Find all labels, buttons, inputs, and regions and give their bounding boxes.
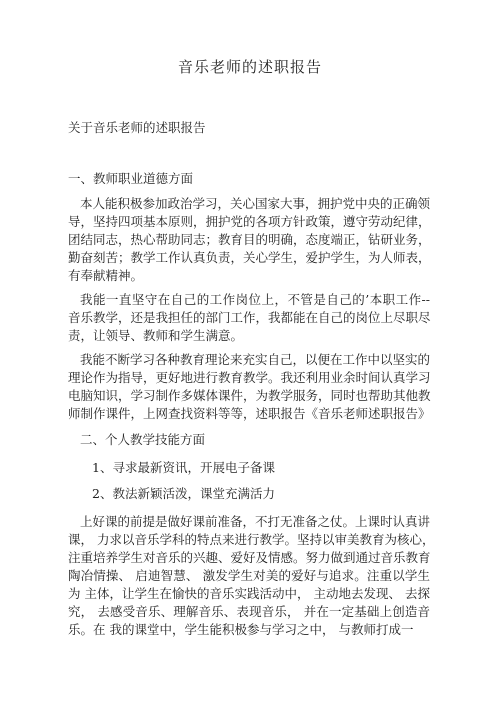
section-heading-ethics: 一、教师职业道德方面 (68, 171, 194, 186)
paragraph-line: 师制作课件，上网查找资料等等，述职报告《音乐老师述职报告》 (68, 406, 431, 421)
paragraph-line: 有奉献精神。 (68, 268, 144, 283)
paragraph-line: 理论作为指导，更好地进行教育教学。我还利用业余时间认真学习 (68, 370, 431, 385)
document-title: 音乐老师的述职报告 (177, 58, 322, 76)
paragraph-line: 勤奋刻苦；教学工作认真负责，关心学生，爱护学生，为人师表， (68, 250, 431, 265)
paragraph-line: 乐。在 我的课堂中，学生能积极参与学习之中， 与教师打成一 (68, 622, 414, 637)
list-item: 1、寻求最新资讯，开展电子备课 (92, 460, 275, 475)
paragraph-line: 责，让领导、教师和学生满意。 (68, 328, 244, 343)
document-subtitle: 关于音乐老师的述职报告 (68, 120, 206, 135)
paragraph-line: 上好课的前提是做好课前准备，不打无准备之仗。上课时认真讲 (80, 514, 431, 529)
paragraph-line: 究， 去感受音乐、理解音乐、表现音乐， 并在一定基础上创造音 (68, 604, 430, 619)
paragraph-line: 团结同志，热心帮助同志；教育目的明确，态度端正，钻研业务， (68, 232, 431, 247)
paragraph-line: 注重培养学生对音乐的兴趣、爱好及情感。努力做到通过音乐教育 (68, 550, 431, 565)
paragraph-line: 导，坚持四项基本原则，拥护党的各项方针政策，遵守劳动纪律， (68, 214, 431, 229)
paragraph-line: 电脑知识，学习制作多媒体课件，为教学服务，同时也帮助其他教 (68, 388, 431, 403)
paragraph-line: 我能不断学习各种教育理论来充实自己，以便在工作中以坚实的 (80, 352, 431, 367)
section-heading-skills: 二、个人教学技能方面 (80, 432, 206, 447)
paragraph-line: 本人能积极参加政治学习，关心国家大事，拥护党中央的正确领 (80, 196, 431, 211)
paragraph-line: 我能一直坚守在自己的工作岗位上，不管是自己的’本职工作-- (80, 292, 430, 307)
list-item: 2、教法新颖活泼，课堂充满活力 (92, 486, 275, 501)
paragraph-line: 课， 力求以音乐学科的特点来进行教学。坚持以审美教育为核心， (68, 532, 435, 547)
paragraph-line: 为 主体，让学生在愉快的音乐实践活动中， 主动地去发现、 去探 (68, 586, 430, 601)
paragraph-line: 音乐教学，还是我担任的部门工作，我都能在自己的岗位上尽职尽 (68, 310, 431, 325)
paragraph-line: 陶冶情操、 启迪智慧、 激发学生对美的爱好与追求。注重以学生 (68, 568, 430, 583)
